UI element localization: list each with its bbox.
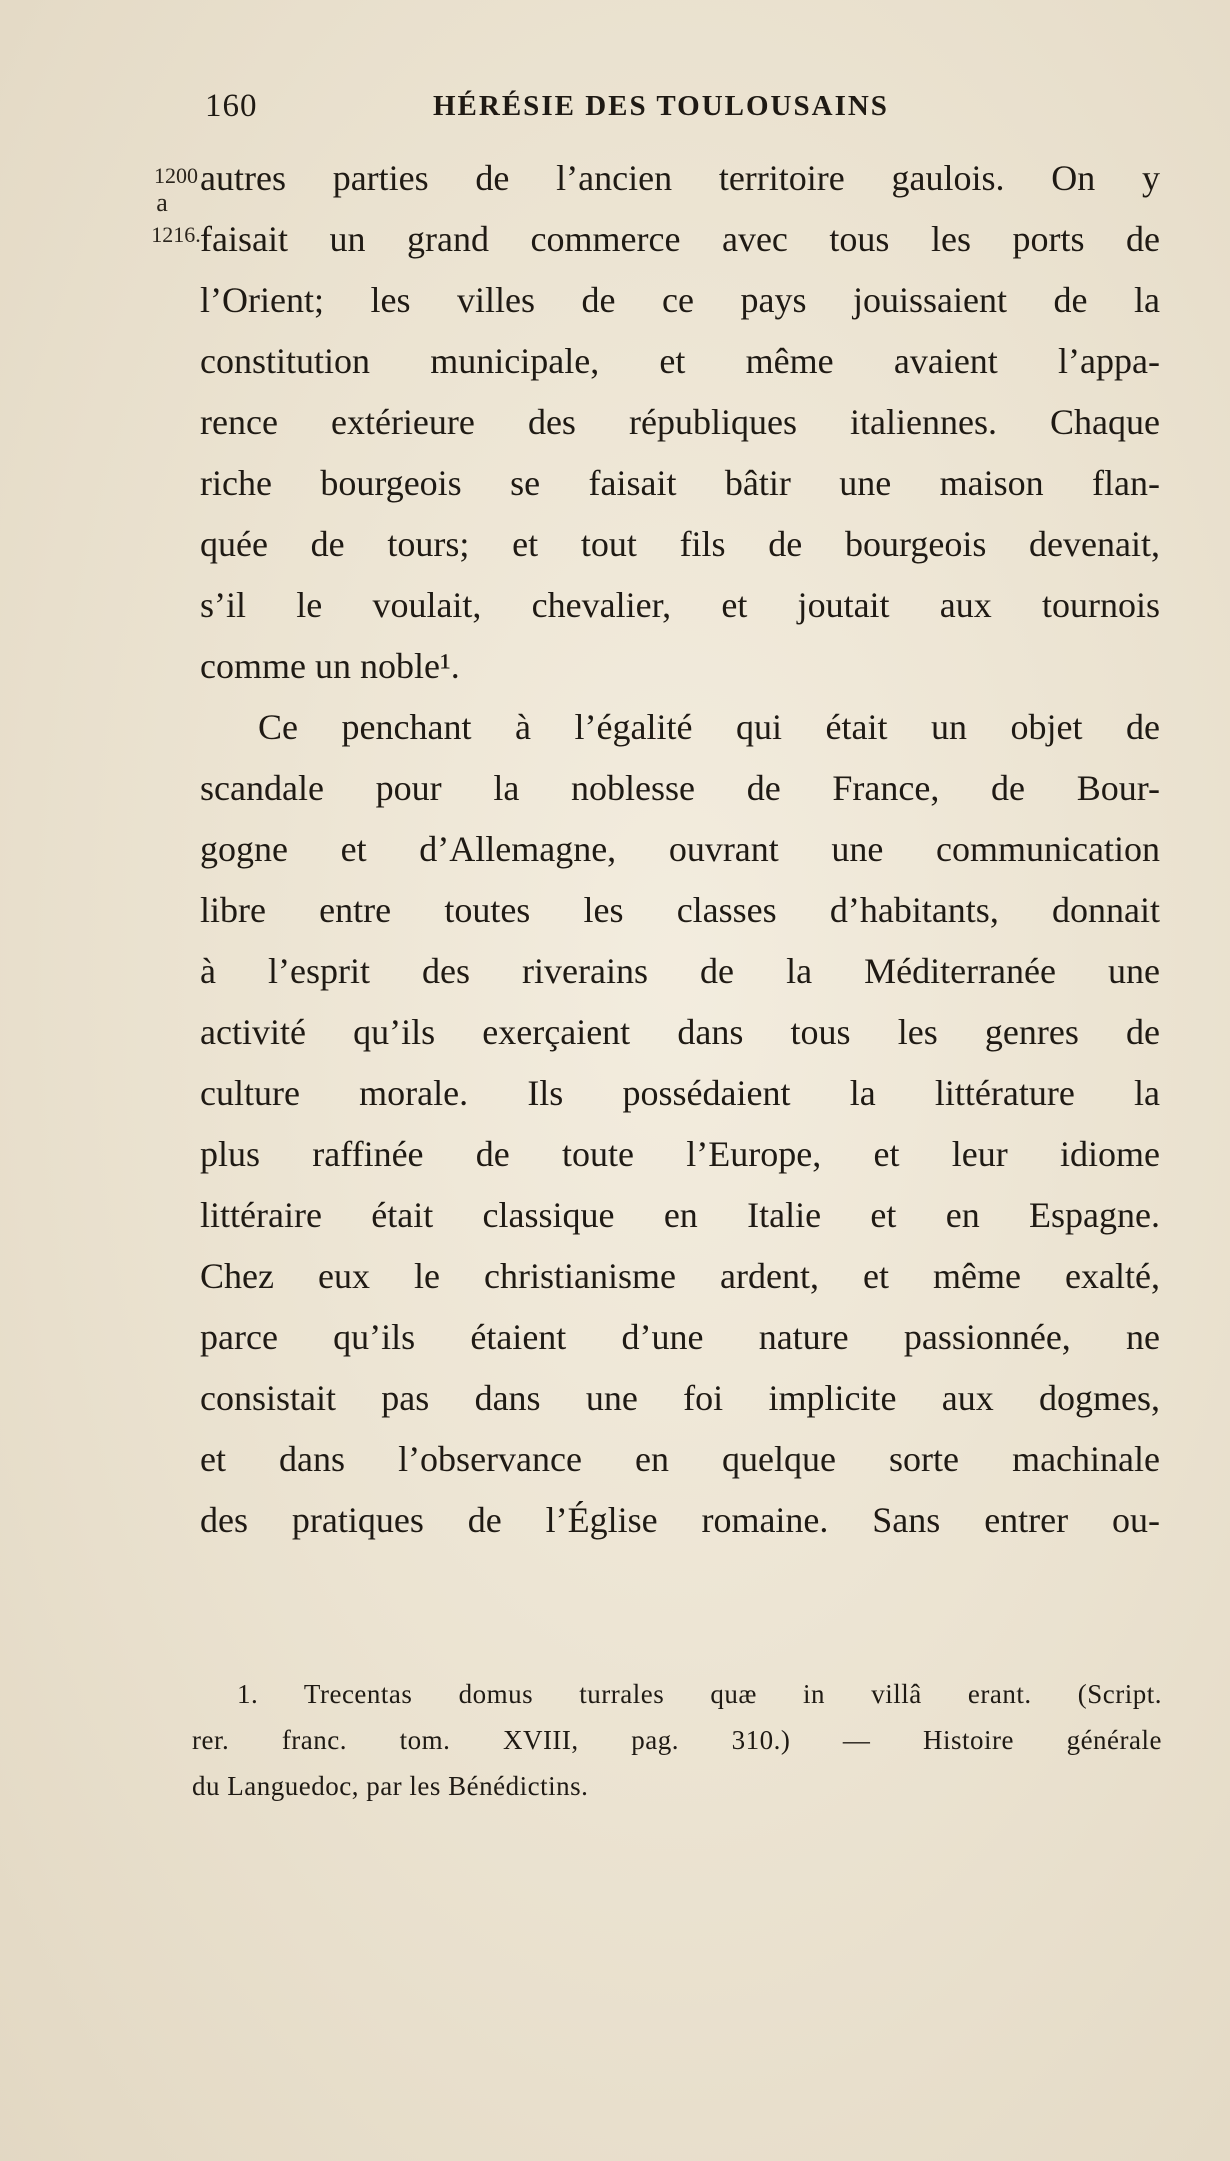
footnote-line: 1. Trecentas domus turrales quæ in villâ erant. (Script. (237, 1679, 1162, 1709)
body-line: s’il le voulait, chevalier, et joutait aux tournois (200, 585, 1160, 625)
running-head (205, 88, 1140, 128)
body-line: scandale pour la noblesse de France, de Bour- (200, 768, 1160, 808)
body-line: des pratiques de l’Église romaine. Sans entrer ou- (200, 1500, 1160, 1540)
body-line: et dans l’observance en quelque sorte machinale (200, 1439, 1160, 1479)
body-line: l’Orient; les villes de ce pays jouissaient de la (200, 280, 1160, 320)
body-line: quée de tours; et tout fils de bourgeois devenait, (200, 524, 1160, 564)
paragraph-first-line: Ce penchant à l’égalité qui était un objet de (258, 707, 1160, 747)
body-line: parce qu’ils étaient d’une nature passionnée, ne (200, 1317, 1160, 1357)
running-title: HÉRÉSIE DES TOULOUSAINS (433, 90, 889, 122)
body-line: rence extérieure des républiques italiennes. Chaque (200, 402, 1160, 442)
body-line: plus raffinée de toute l’Europe, et leur idiome (200, 1134, 1160, 1174)
footnote-line: du Languedoc, par les Bénédictins. (192, 1771, 589, 1801)
body-line: autres parties de l’ancien territoire gaulois. On y (200, 158, 1160, 198)
margin-date-start: 1200 (154, 163, 198, 188)
body-line: riche bourgeois se faisait bâtir une maison flan- (200, 463, 1160, 503)
footnote-line: rer. franc. tom. XVIII, pag. 310.) — Histoire générale (192, 1725, 1162, 1755)
margin-date-end: 1216. (151, 222, 201, 247)
margin-date-separator: a (156, 188, 168, 217)
body-line: gogne et d’Allemagne, ouvrant une communication (200, 829, 1160, 869)
body-line: libre entre toutes les classes d’habitants, donnait (200, 890, 1160, 930)
body-line: activité qu’ils exerçaient dans tous les genres de (200, 1012, 1160, 1052)
page-number: 160 (205, 88, 258, 124)
body-line: consistait pas dans une foi implicite aux dogmes, (200, 1378, 1160, 1418)
body-line: constitution municipale, et même avaient l’appa- (200, 341, 1160, 381)
body-line: littéraire était classique en Italie et en Espagne. (200, 1195, 1160, 1235)
body-line: Chez eux le christianisme ardent, et même exalté, (200, 1256, 1160, 1296)
body-line: faisait un grand commerce avec tous les ports de (200, 219, 1160, 259)
body-line: à l’esprit des riverains de la Méditerranée une (200, 951, 1160, 991)
body-line: culture morale. Ils possédaient la littérature la (200, 1073, 1160, 1113)
body-line: comme un noble¹. (200, 646, 460, 686)
